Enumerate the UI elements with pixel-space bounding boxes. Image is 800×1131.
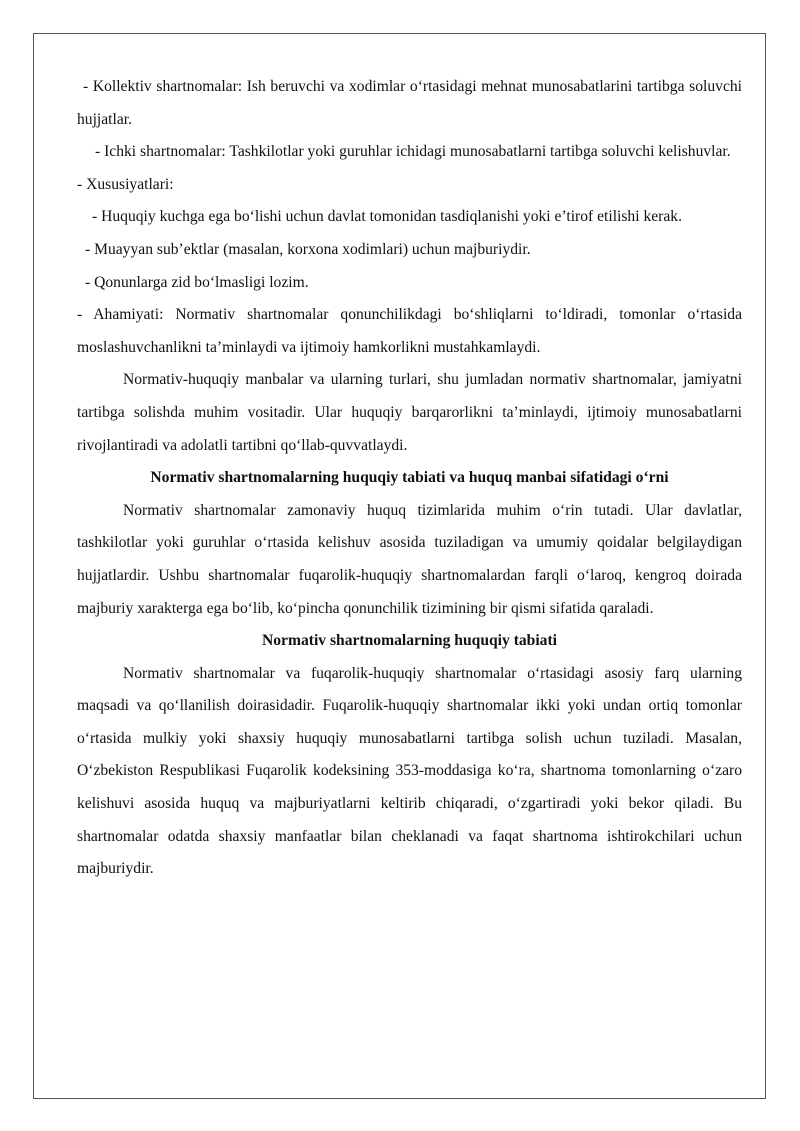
list-item-internal-agreements: - Ichki shartnomalar: Tashkilotlar yoki guruhlar ichidagi munosabatlarni tartibga soluvchi kelishuvlar. xyxy=(95,143,731,161)
list-item-feature-binding: - Muayyan sub’ektlar (masalan, korxona xodimlari) uchun majburiydir. xyxy=(85,240,531,258)
list-item-feature-legal-force: - Huquqiy kuchga ega bo‘lishi uchun davlat tomonidan tasdiqlanishi yoki e’tirof etilishi kerak. xyxy=(92,208,682,226)
section-heading-legal-nature: Normativ shartnomalarning huquqiy tabiati xyxy=(261,632,558,650)
paragraph-intro: Normativ shartnomalar zamonaviy huquq tizimlarida muhim o‘rin tutadi. Ular davlatlar, tashkilotlar yoki guruhlar o‘rtasida kelishuv asosida tuziladigan va umumiy qoidalar belgilaydigan hujjatlardir. Ushbu shartnomalar fuqarolik-huquqiy shartnomalardan farqli o‘laroq, kengroq doirada majburiy xarakterga ega bo‘lib, ko‘pincha qonunchilik tizimining bir qismi sifatida qaraladi. xyxy=(77,501,742,617)
list-item-collective-agreements: - Kollektiv shartnomalar: Ish beruvchi va xodimlar o‘rtasidagi mehnat munosabatlarini tartibga soluvchi hujjatlar. xyxy=(77,78,742,128)
paragraph-summary: Normativ-huquqiy manbalar va ularning turlari, shu jumladan normativ shartnomalar, jamiyatni tartibga solishda muhim vositadir. Ular huquqiy barqarorlikni ta’minlaydi, ijtimoiy munosabatlarni rivojlantiradi va adolatli tartibni qo‘llab-quvvatlaydi. xyxy=(77,371,742,454)
list-item-importance: - Ahamiyati: Normativ shartnomalar qonunchilikdagi bo‘shliqlarni to‘ldiradi, tomonlar o‘rtasida moslashuvchanlikni ta’minlaydi va ijtimoiy hamkorlikni mustahkamlaydi. xyxy=(77,306,742,356)
section-heading-legal-nature-and-role: Normativ shartnomalarning huquqiy tabiati va huquq manbai sifatidagi o‘rni xyxy=(150,469,669,487)
paragraph-nature: Normativ shartnomalar va fuqarolik-huquqiy shartnomalar o‘rtasidagi asosiy farq ularning maqsadi va qo‘llanilish doirasidadir. Fuqarolik-huquqiy shartnomalar ikki yoki undan ortiq tomonlar o‘rtasida mulkiy yoki shaxsiy huquqiy munosabatlarni tartibga solish uchun tuziladi. Masalan, O‘zbekiston Respublikasi Fuqarolik kodeksining 353-moddasiga ko‘ra, shartnoma tomonlarning o‘zaro kelishuvi asosida huquq va majburiyatlarni keltirib chiqaradi, o‘zgartiradi yoki bekor qiladi. Bu shartnomalar odatda shaxsiy manfaatlar bilan cheklanadi va faqat shartnoma ishtirokchilari uchun majburiydir. xyxy=(77,664,742,878)
document-body xyxy=(77,71,742,886)
list-item-features-label: - Xususiyatlari: xyxy=(77,175,174,193)
list-item-feature-no-conflict: - Qonunlarga zid bo‘lmasligi lozim. xyxy=(85,273,309,291)
